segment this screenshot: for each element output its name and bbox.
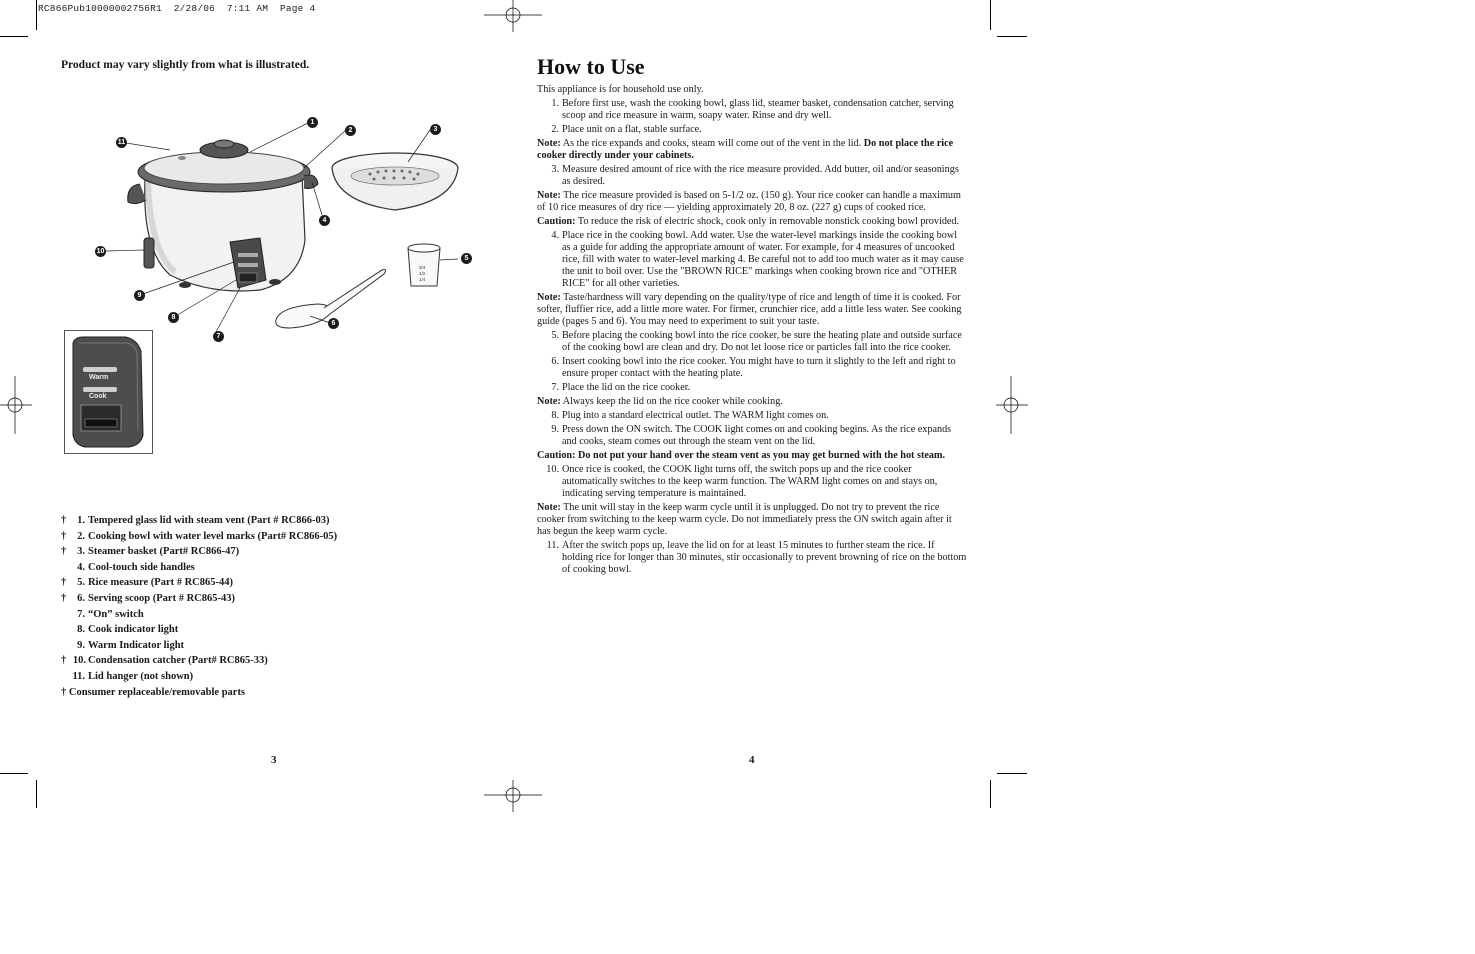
- list-item: 7. Place the lid on the rice cooker.: [551, 382, 691, 393]
- instructions-column: [537, 84, 967, 578]
- callout-1: 1: [307, 117, 318, 128]
- intro-text: This appliance is for household use only.: [537, 84, 704, 95]
- list-item: 8. Plug into a standard electrical outlet. The WARM light comes on.: [551, 410, 829, 421]
- registration-mark: [484, 780, 542, 812]
- callout-8: 8: [168, 312, 179, 323]
- callout-7: 7: [213, 331, 224, 342]
- list-item: 6. Insert cooking bowl into the rice cooker. You might have to turn it slightly to the left and right to ensure proper contact with the heating plate.: [551, 356, 956, 379]
- list-item: † 6. Serving scoop (Part # RC865-43): [61, 592, 235, 604]
- callout-4: 4: [319, 215, 330, 226]
- note-paragraph: Note: Always keep the lid on the rice cooker while cooking.: [537, 396, 783, 407]
- measure-mark: 1/4: [419, 277, 426, 282]
- registration-mark: [0, 376, 32, 434]
- measure-mark: 3/4: [419, 265, 426, 270]
- note-paragraph: Note: As the rice expands and cooks, steam will come out of the vent in the lid. Do not place the rice cooker directly under your cabinets.: [537, 138, 954, 161]
- list-item: 7. “On” switch: [77, 608, 144, 620]
- cook-label: Cook: [89, 393, 107, 400]
- measure-mark: 1/2: [419, 271, 426, 276]
- callout-2: 2: [345, 125, 356, 136]
- list-item: 10. Once rice is cooked, the COOK light turns off, the switch pops up and the rice cooker automatically switches to the keep warm function. The WARM light comes on and stays on, indicating serving temperature is maintained.: [546, 464, 938, 499]
- page-number-left: 3: [271, 754, 277, 766]
- list-item: † 1. Tempered glass lid with steam vent (Part # RC866-03): [61, 515, 330, 526]
- callout-10: 10: [96, 248, 105, 255]
- list-item: † 10. Condensation catcher (Part# RC865-33): [61, 655, 268, 667]
- list-item: 3. Measure desired amount of rice with the rice measure provided. Add butter, oil and/or seasonings as desired.: [551, 164, 959, 187]
- list-item: † 3. Steamer basket (Part# RC866-47): [61, 546, 240, 558]
- warm-label: Warm: [89, 374, 109, 381]
- registration-mark: [484, 0, 542, 32]
- page-number-right: 4: [749, 754, 755, 766]
- list-item: 11. After the switch pops up, leave the lid on for at least 15 minutes to further steam the rice. If holding rice for longer than 30 minutes, stir occasionally to prevent browning of rice on the bottom of cooking bowl.: [546, 540, 967, 575]
- registration-mark: [996, 376, 1028, 434]
- parts-list: [61, 513, 337, 700]
- list-item: † 2. Cooking bowl with water level marks (Part# RC866-05): [61, 530, 338, 542]
- crop-mark: [990, 780, 991, 808]
- crop-mark: [0, 773, 28, 774]
- list-item: 1. Before first use, wash the cooking bowl, glass lid, steamer basket, condensation catcher, serving scoop and rice measure in warm, soapy water. Rinse and dry well.: [551, 98, 954, 121]
- callout-3: 3: [430, 124, 441, 135]
- crop-mark: [997, 773, 1027, 774]
- footnote: † Consumer replaceable/removable parts: [61, 686, 246, 698]
- list-item: 9. Warm Indicator light: [77, 639, 185, 651]
- list-item: 4. Cool-touch side handles: [77, 561, 195, 573]
- list-item: 11. Lid hanger (not shown): [72, 670, 194, 682]
- list-item: 5. Before placing the cooking bowl into the rice cooker, be sure the heating plate and outside surface of the cooking bowl are clean and dry. Do not let loose rice or particles fall into the rice cooker.: [551, 330, 962, 353]
- crop-mark: [36, 0, 37, 30]
- list-item: 9. Press down the ON switch. The COOK light comes on and cooking begins. As the rice expands and cooks, steam comes out through the steam vent on the lid.: [551, 424, 952, 447]
- crop-mark: [990, 0, 991, 30]
- rice-cooker-illustration: [90, 110, 480, 345]
- callout-6: 6: [328, 318, 339, 329]
- crop-mark: [36, 780, 37, 808]
- list-item: 4. Place rice in the cooking bowl. Add water. Use the water-level markings inside the cooking bowl as a guide for adding the appropriate amount of water. For example, for 4 measures of uncooked rice, fill with water to water-level marking 4. Be careful not to add too much water as it may cause the unit to boil over. Use the "BROWN RICE" markings when cooking brown rice and "OTHER RICE" for all other varieties.: [551, 230, 964, 289]
- caution-paragraph: Caution: To reduce the risk of electric shock, cook only in removable nonstick cooking bowl provided.: [537, 216, 960, 227]
- list-item: 2. Place unit on a flat, stable surface.: [551, 124, 702, 135]
- illustration-caption: Product may vary slightly from what is illustrated.: [61, 59, 310, 71]
- page-title: How to Use: [537, 54, 645, 79]
- note-paragraph: Note: The unit will stay in the keep warm cycle until it is unplugged. Do not try to prevent the rice cooker from switching to the keep warm cycle. Do not immediately press the ON switch again after it has begun the keep warm cycle.: [537, 502, 952, 537]
- crop-mark: [997, 36, 1027, 37]
- callout-11: 11: [117, 139, 126, 146]
- list-item: 8. Cook indicator light: [77, 624, 179, 636]
- list-item: † 5. Rice measure (Part # RC865-44): [61, 577, 234, 589]
- callout-9: 9: [134, 290, 145, 301]
- control-panel-inset: [64, 330, 153, 454]
- crop-mark: [0, 36, 28, 37]
- note-paragraph: Note: Taste/hardness will vary depending on the quality/type of rice and length of time it is cooked. For softer, fluffier rice, add a little more water. For firmer, crunchier rice, add a little less water. See cooking guide (pages 5 and 6). You may need to experiment to suit your taste.: [537, 292, 962, 327]
- note-paragraph: Note: The rice measure provided is based on 5-1/2 oz. (150 g). Your rice cooker can handle a maximum of 10 rice measures of dry rice — yielding approximately 20, 8 oz. (227 g) cups of cooked rice.: [537, 190, 961, 213]
- file-slug: RC866Pub10000002756R1 2/28/06 7:11 AM Page 4: [38, 3, 316, 14]
- caution-paragraph: Caution: Do not put your hand over the steam vent as you may get burned with the hot steam.: [537, 450, 945, 461]
- callout-5: 5: [461, 253, 472, 264]
